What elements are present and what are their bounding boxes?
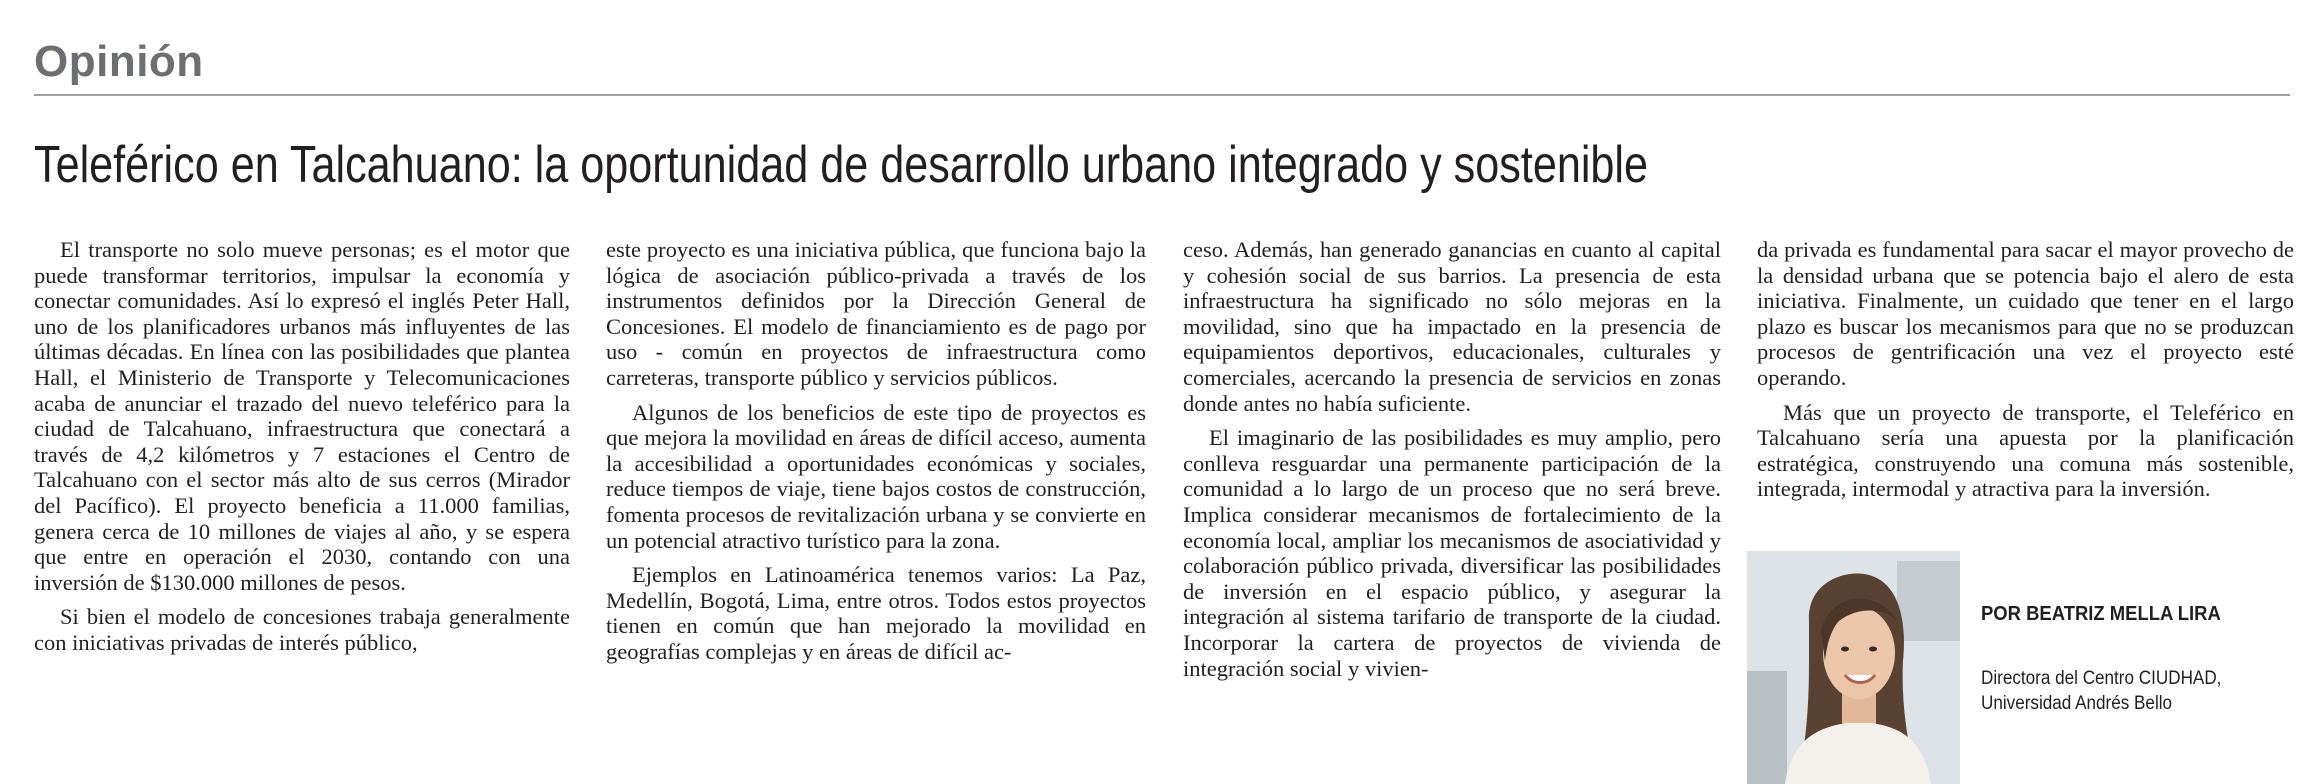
- author-box: [1747, 551, 2294, 784]
- author-affiliation: [1981, 666, 2260, 716]
- author-photo: [1747, 551, 1960, 784]
- paragraph: Algunos de los beneficios de este tipo de proyectos es que mejora la movilidad en áreas de difícil acceso, aumenta la accesibilidad a oportunidades económicas y sociales, reduce tiempos de viaje, tiene bajos costos de construcción, fomenta procesos de revitalización urbana y se convierte en un potencial atractivo turístico para la zona.: [606, 399, 1146, 553]
- paragraph: Más que un proyecto de transporte, el Teleférico en Talcahuano sería una apuesta por la planificación estratégica, construyendo una comuna más sostenible, integrada, intermodal y atractiva para la inversión.: [1757, 399, 2294, 502]
- author-institution-line: Universidad Andrés Bello: [1981, 693, 2173, 714]
- section-label: Opinión: [34, 37, 204, 86]
- paragraph: este proyecto es una iniciativa pública, que funciona bajo la lógica de asociación público-privada a través de los instrumentos definidos por la Dirección General de Concesiones. El modelo de financiamiento es de pago por uso - común en proyectos de infraestructura como carreteras, transporte público y servicios públicos.: [606, 237, 1146, 390]
- article-column-3: [1183, 237, 1721, 681]
- paragraph: Ejemplos en Latinoamérica tenemos varios: La Paz, Medellín, Bogotá, Lima, entre otros. Todos estos proyectos tienen en común que han mejorado la movilidad en geografías complejas y en áreas de difícil ac-: [606, 562, 1146, 664]
- article-column-2: [606, 237, 1146, 665]
- author-role-line: Directora del Centro CIUDHAD,: [1981, 668, 2222, 689]
- author-name: POR BEATRIZ MELLA LIRA: [1981, 602, 2221, 625]
- paragraph: da privada es fundamental para sacar el mayor provecho de la densidad urbana que se potencia bajo el alero de esta iniciativa. Finalmente, un cuidado que tener en el largo plazo es buscar los mecanismos para que no se produzcan procesos de gentrificación una vez el proyecto esté operando.: [1757, 237, 2294, 390]
- article-column-1: [34, 237, 570, 656]
- paragraph: El imaginario de las posibilidades es muy amplio, pero conlleva resguardar una permanente participación de la comunidad a lo largo de un proceso que no será breve. Implica considerar mecanismos de fortalecimiento de la economía local, ampliar los mecanismos de asociatividad y colaboración público privada, diversificar las posibilidades de inversión en el espacio público, y asegurar la integración al sistema tarifario de transporte de la ciudad. Incorporar la cartera de proyectos de vivienda de integración social y vivien-: [1183, 425, 1721, 681]
- article-headline: Teleférico en Talcahuano: la oportunidad de desarrollo urbano integrado y sostenible: [34, 136, 1649, 194]
- paragraph: Si bien el modelo de concesiones trabaja generalmente con iniciativas privadas de interés público,: [34, 604, 570, 655]
- paragraph: El transporte no solo mueve personas; es el motor que puede transformar territorios, impulsar la economía y conectar comunidades. Así lo expresó el inglés Peter Hall, uno de los planificadores urbanos más influyentes de las últimas décadas. En línea con las posibilidades que plantea Hall, el Ministerio de Transporte y Telecomunicaciones acaba de anunciar el trazado del nuevo teleférico para la ciudad de Talcahuano, infraestructura que conectará a través de 4,2 kilómetros y 7 estaciones el Centro de Talcahuano con el sector más alto de sus cerros (Mirador del Pacífico). El proyecto beneficia a 11.000 familias, genera cerca de 10 millones de viajes al año, y se espera que entre en operación el 2030, contando con una inversión de $130.000 millones de pesos.: [34, 237, 570, 595]
- section-divider: [34, 94, 2290, 96]
- paragraph: ceso. Además, han generado ganancias en cuanto al capital y cohesión social de sus barrios. La presencia de esta infraestructura ha significado no sólo mejoras en la movilidad, sino que ha impactado en la presencia de equipamientos deportivos, educacionales, culturales y comerciales, acercando la presencia de servicios en zonas donde antes no había suficiente.: [1183, 237, 1721, 416]
- article-column-4: [1757, 237, 2294, 502]
